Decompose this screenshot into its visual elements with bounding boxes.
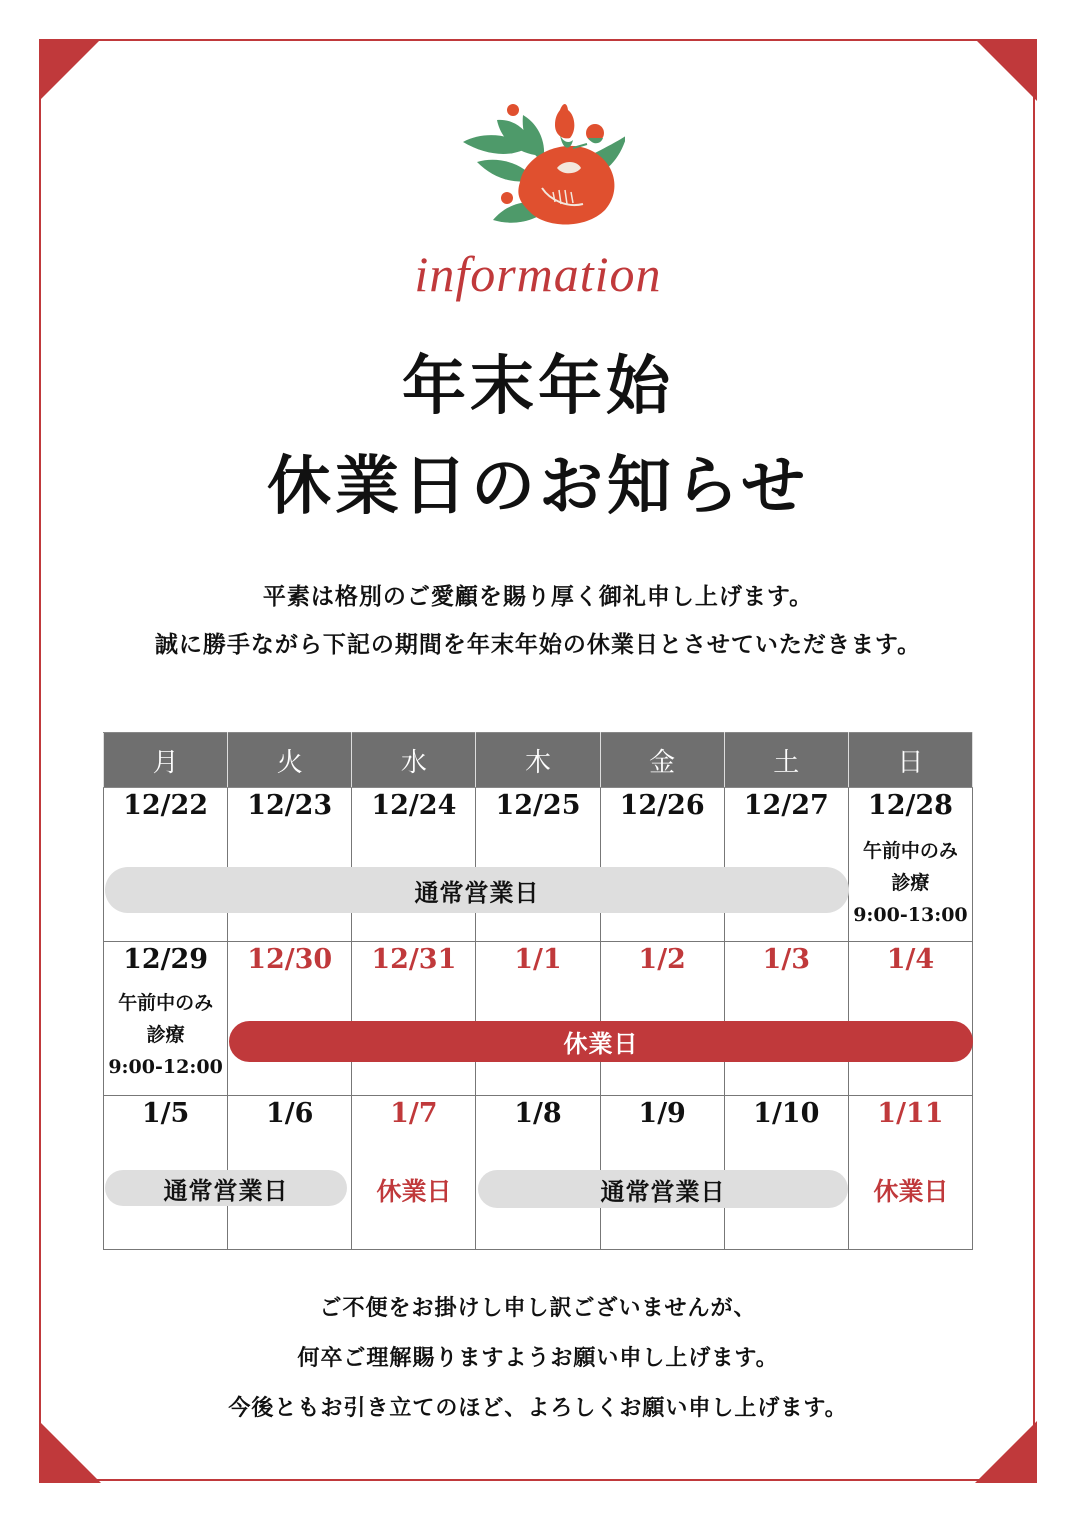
date-label-holiday: 1/4 [886, 944, 935, 975]
date-label: 12/26 [619, 790, 705, 821]
date-label-holiday: 1/11 [877, 1098, 944, 1129]
note-line: 午前中のみ [862, 840, 958, 862]
weekday-sat: 土 [724, 733, 848, 788]
closed-day-label: 休業日 [376, 1177, 452, 1206]
day-cell [724, 942, 848, 1096]
date-label-holiday: 1/2 [638, 944, 686, 975]
weekday-mon: 月 [104, 733, 228, 788]
page-title-line2: 休業日のお知らせ [266, 449, 810, 524]
date-label: 12/24 [371, 790, 457, 821]
date-label: 1/8 [514, 1098, 562, 1129]
weekday-thu: 木 [476, 733, 600, 788]
day-cell [352, 788, 476, 942]
day-cell [476, 942, 600, 1096]
day-cell [104, 788, 228, 942]
day-cell [600, 942, 724, 1096]
information-label: information [414, 246, 662, 302]
weekday-fri: 金 [600, 733, 724, 788]
date-label: 12/28 [867, 790, 953, 821]
note-line: 午前中のみ [118, 992, 214, 1014]
weekday-sun: 日 [848, 733, 972, 788]
date-label: 1/6 [265, 1098, 314, 1129]
day-cell [104, 942, 228, 1096]
open-days-bar: 通常営業日 [105, 1170, 347, 1206]
corner-decoration-top-left [39, 39, 101, 101]
closing-line-2: 何卒ご理解賜りますようお願い申し上げます。 [297, 1345, 779, 1371]
weekday-header-row [104, 733, 973, 788]
date-label-holiday: 12/31 [371, 944, 457, 975]
note-line: 診療 [891, 872, 930, 894]
weekday-wed: 水 [352, 733, 476, 788]
holiday-calendar [103, 732, 973, 1248]
date-label-holiday: 1/1 [514, 944, 562, 975]
date-label: 1/10 [753, 1098, 820, 1129]
day-cell [848, 788, 972, 942]
date-label: 12/27 [743, 790, 829, 821]
corner-decoration-top-right [975, 39, 1037, 101]
camellia-flower-icon [455, 100, 625, 235]
closing-line-3: 今後ともお引き立てのほど、よろしくお願い申し上げます。 [228, 1395, 848, 1421]
corner-decoration-bottom-left [39, 1421, 101, 1483]
date-label: 12/25 [495, 790, 581, 821]
closed-days-bar: 休業日 [229, 1021, 973, 1062]
week-row [104, 942, 973, 1096]
date-label: 1/9 [638, 1098, 686, 1129]
date-label-holiday: 12/30 [247, 944, 333, 975]
day-cell [228, 942, 352, 1096]
note-line: 診療 [146, 1024, 185, 1046]
date-label: 12/22 [123, 790, 209, 821]
closing-line-1: ご不便をお掛けし申し訳ございませんが、 [319, 1295, 757, 1321]
day-cell [600, 788, 724, 942]
day-cell [724, 788, 848, 942]
date-label: 12/23 [247, 790, 333, 821]
note-hours: 9:00-13:00 [853, 904, 968, 926]
corner-decoration-bottom-right [975, 1421, 1037, 1483]
page-title-line1: 年末年始 [402, 349, 674, 424]
morning-only-note [849, 835, 972, 931]
date-label-holiday: 1/3 [762, 944, 810, 975]
date-label: 12/29 [123, 944, 209, 975]
day-cell [476, 788, 600, 942]
day-cell [352, 942, 476, 1096]
day-cell [848, 942, 972, 1096]
note-hours: 9:00-12:00 [108, 1056, 223, 1078]
date-label: 1/5 [141, 1098, 190, 1129]
day-cell [228, 788, 352, 942]
intro-line-1: 平素は格別のご愛顧を賜り厚く御礼申し上げます。 [262, 583, 814, 610]
week-row [104, 788, 973, 942]
closed-day-label: 休業日 [873, 1177, 949, 1206]
open-days-bar: 通常営業日 [478, 1170, 848, 1208]
weekday-tue: 火 [228, 733, 352, 788]
morning-only-note [104, 987, 227, 1083]
intro-line-2: 誠に勝手ながら下記の期間を年末年始の休業日とさせていただきます。 [154, 631, 922, 658]
open-days-bar: 通常営業日 [105, 867, 849, 913]
date-label-holiday: 1/7 [390, 1098, 438, 1129]
